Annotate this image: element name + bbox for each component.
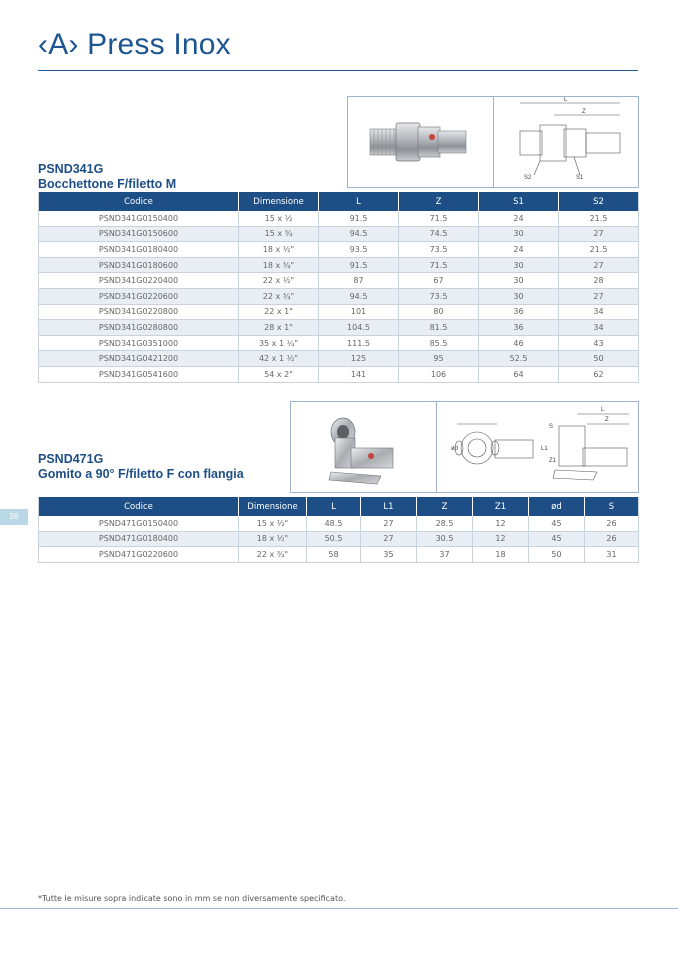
table-cell: 15 x ½" xyxy=(239,516,307,531)
table-cell: 30 xyxy=(479,288,559,304)
table-cell: 34 xyxy=(559,320,639,336)
table-cell: 27 xyxy=(559,288,639,304)
table-cell: 67 xyxy=(399,273,479,289)
table-cell: 58 xyxy=(307,547,361,563)
diagram-label-s2: S2 xyxy=(524,175,532,181)
table-cell: 37 xyxy=(417,547,473,563)
table-cell: 64 xyxy=(479,366,559,382)
column-header: Z1 xyxy=(473,497,529,516)
table-cell: 15 x ½ xyxy=(239,211,319,226)
table-row xyxy=(39,226,639,242)
table-cell: PSND341G0150600 xyxy=(39,226,239,242)
table-cell: 27 xyxy=(361,531,417,547)
table-cell: 141 xyxy=(319,366,399,382)
table-cell: 18 x ½" xyxy=(239,242,319,258)
table-cell: 12 xyxy=(473,531,529,547)
diagram-label-z: Z xyxy=(582,109,586,115)
diagram-label-l: L xyxy=(601,407,605,413)
table-cell: 30 xyxy=(479,257,559,273)
table-cell: 87 xyxy=(319,273,399,289)
table-cell: PSND341G0150400 xyxy=(39,211,239,226)
table-cell: PSND341G0220800 xyxy=(39,304,239,320)
table-cell: 27 xyxy=(559,257,639,273)
page-number: 26 xyxy=(0,509,28,525)
table-cell: 36 xyxy=(479,320,559,336)
table-cell: 45 xyxy=(529,531,585,547)
table-cell: PSND341G0421200 xyxy=(39,351,239,367)
column-header: S2 xyxy=(559,192,639,211)
table-cell: 71.5 xyxy=(399,211,479,226)
table-cell: PSND341G0180600 xyxy=(39,257,239,273)
diagram-label-z1: Z1 xyxy=(549,458,557,464)
table-cell: 50 xyxy=(559,351,639,367)
column-header: S xyxy=(585,497,639,516)
table-cell: 22 x ¾" xyxy=(239,288,319,304)
diagram-label-l: L xyxy=(564,97,568,103)
table-psnd341g xyxy=(38,192,639,383)
table-cell: 81.5 xyxy=(399,320,479,336)
table-cell: PSND341G0220400 xyxy=(39,273,239,289)
diagram-label-od: ød xyxy=(451,446,459,452)
table-cell: 93.5 xyxy=(319,242,399,258)
table-cell: 94.5 xyxy=(319,288,399,304)
column-header: Codice xyxy=(39,497,239,516)
table-cell: 28 x 1" xyxy=(239,320,319,336)
column-header: Dimensione xyxy=(239,192,319,211)
table-cell: 73.5 xyxy=(399,242,479,258)
table-row xyxy=(39,211,639,226)
table-row xyxy=(39,304,639,320)
column-header: Codice xyxy=(39,192,239,211)
table-cell: 43 xyxy=(559,335,639,351)
table-cell: 28 xyxy=(559,273,639,289)
table-psnd471g xyxy=(38,497,639,563)
table-cell: 15 x ¾ xyxy=(239,226,319,242)
table-cell: 18 x ½" xyxy=(239,531,307,547)
table-cell: 85.5 xyxy=(399,335,479,351)
table-cell: 54 x 2" xyxy=(239,366,319,382)
table-cell: 52.5 xyxy=(479,351,559,367)
section-header-psnd341g xyxy=(38,162,176,192)
table-cell: PSND471G0220600 xyxy=(39,547,239,563)
product-code: PSND341G xyxy=(38,162,104,176)
column-header: S1 xyxy=(479,192,559,211)
table-header-row xyxy=(39,497,639,516)
table-cell: 34 xyxy=(559,304,639,320)
table-cell: 24 xyxy=(479,242,559,258)
table-cell: PSND341G0351000 xyxy=(39,335,239,351)
table-cell: 22 x ½" xyxy=(239,273,319,289)
table-cell: 12 xyxy=(473,516,529,531)
table-cell: 35 xyxy=(361,547,417,563)
table-cell: PSND471G0150400 xyxy=(39,516,239,531)
table-cell: 71.5 xyxy=(399,257,479,273)
table-cell: 36 xyxy=(479,304,559,320)
table-cell: 62 xyxy=(559,366,639,382)
diagram-label-s1: S1 xyxy=(576,175,584,181)
table-cell: 104.5 xyxy=(319,320,399,336)
table-cell: 30.5 xyxy=(417,531,473,547)
table-cell: 91.5 xyxy=(319,257,399,273)
table-row xyxy=(39,547,639,563)
table-cell: PSND471G0180400 xyxy=(39,531,239,547)
table-cell: 95 xyxy=(399,351,479,367)
column-header: L xyxy=(319,192,399,211)
table-cell: 30 xyxy=(479,226,559,242)
table-cell: 31 xyxy=(585,547,639,563)
column-header: L1 xyxy=(361,497,417,516)
table-cell: PSND341G0541600 xyxy=(39,366,239,382)
table-row xyxy=(39,531,639,547)
table-cell: 26 xyxy=(585,531,639,547)
table-cell: 50.5 xyxy=(307,531,361,547)
diagram-label-z: Z xyxy=(605,417,609,423)
table-cell: 50 xyxy=(529,547,585,563)
table-cell: 73.5 xyxy=(399,288,479,304)
table-cell: 74.5 xyxy=(399,226,479,242)
footnote: *Tutte le misure sopra indicate sono in mm se non diversamente specificato. xyxy=(38,894,346,903)
table-row xyxy=(39,273,639,289)
page-title: ‹A› Press Inox xyxy=(38,28,231,61)
table-row xyxy=(39,257,639,273)
diagram-label-l1: L1 xyxy=(541,446,548,452)
product-photo-psnd471g xyxy=(290,401,437,493)
table-cell: 18 xyxy=(473,547,529,563)
table-row xyxy=(39,242,639,258)
table-cell: 106 xyxy=(399,366,479,382)
column-header: Dimensione xyxy=(239,497,307,516)
table-row xyxy=(39,288,639,304)
table-cell: 91.5 xyxy=(319,211,399,226)
title-divider xyxy=(38,70,638,71)
table-cell: 30 xyxy=(479,273,559,289)
table-cell: PSND341G0280800 xyxy=(39,320,239,336)
table-cell: PSND341G0180400 xyxy=(39,242,239,258)
table-row xyxy=(39,320,639,336)
section-header-psnd471g xyxy=(38,452,278,482)
table-cell: 101 xyxy=(319,304,399,320)
table-cell: 111.5 xyxy=(319,335,399,351)
product-code: PSND471G xyxy=(38,452,104,466)
table-cell: 22 x 1" xyxy=(239,304,319,320)
technical-drawing-psnd471g xyxy=(436,401,639,493)
product-photo-psnd341g xyxy=(347,96,494,188)
table-cell: 46 xyxy=(479,335,559,351)
table-cell: 24 xyxy=(479,211,559,226)
table-header-row xyxy=(39,192,639,211)
table-cell: 21.5 xyxy=(559,211,639,226)
table-cell: 27 xyxy=(361,516,417,531)
table-cell: 21.5 xyxy=(559,242,639,258)
product-description: Gomito a 90° F/filetto F con flangia xyxy=(38,467,244,481)
table-cell: 27 xyxy=(559,226,639,242)
table-cell: 35 x 1 ¼" xyxy=(239,335,319,351)
table-cell: PSND341G0220600 xyxy=(39,288,239,304)
table-row xyxy=(39,351,639,367)
table-cell: 28.5 xyxy=(417,516,473,531)
column-header: L xyxy=(307,497,361,516)
bottom-divider xyxy=(0,908,678,909)
product-description: Bocchettone F/filetto M xyxy=(38,177,177,191)
column-header: Z xyxy=(399,192,479,211)
table-cell: 45 xyxy=(529,516,585,531)
table-row xyxy=(39,366,639,382)
table-row xyxy=(39,335,639,351)
table-cell: 18 x ¾" xyxy=(239,257,319,273)
diagram-label-s: S xyxy=(549,424,554,430)
column-header: ød xyxy=(529,497,585,516)
table-cell: 26 xyxy=(585,516,639,531)
table-cell: 80 xyxy=(399,304,479,320)
column-header: Z xyxy=(417,497,473,516)
table-row xyxy=(39,516,639,531)
table-cell: 48.5 xyxy=(307,516,361,531)
table-cell: 125 xyxy=(319,351,399,367)
table-cell: 22 x ¾" xyxy=(239,547,307,563)
technical-drawing-psnd341g xyxy=(493,96,639,188)
table-cell: 42 x 1 ½" xyxy=(239,351,319,367)
table-cell: 94.5 xyxy=(319,226,399,242)
